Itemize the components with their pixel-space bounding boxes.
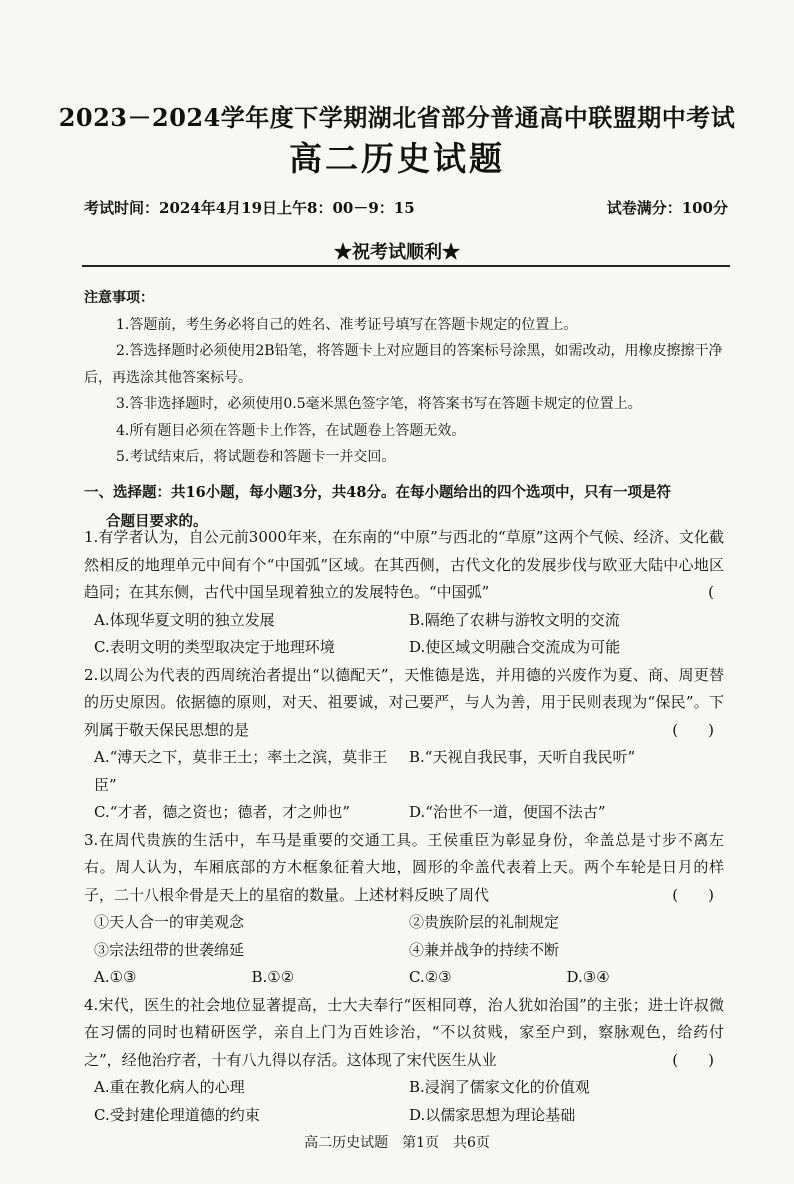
answer-bracket: ( ) (672, 1050, 714, 1069)
notes-heading: 注意事项： (84, 290, 154, 306)
options (84, 744, 724, 827)
question-stem: 2.以周公为代表的西周统治者提出“以德配天”，天惟德是选，并用德的兴废作为夏、商、周更替的历史原因。依据德的原则，对天、祖要诚，对己要严，与人为善，用于民则表现为“保民”。下列属于敬天保民思想的是 (84, 665, 724, 739)
options (84, 607, 724, 662)
option-d: D.“治世不一道，便国不法古” (409, 803, 606, 821)
option-a: A.①③ (94, 968, 137, 986)
exam-title: 2023－2024学年度下学期湖北省部分普通高中联盟期中考试 (58, 103, 736, 132)
statement-items (84, 909, 724, 964)
subject-title: 高二历史试题 (289, 139, 505, 178)
option-b: B.“天视自我民事，天听自我民听” (409, 748, 636, 766)
option-c: C.“才者，德之资也；德者，才之帅也” (94, 803, 351, 821)
question-stem: 4.宋代，医生的社会地位显著提高，士大夫奉行“医相同尊，治人犹如治国”的主张；进士许叔微在习儒的同时也精研医学，亲自上门为百姓诊治，“不以贫贱，家至户到，察脉观色，给药付之”，经他治疗者，十有八九得以存活。这体现了宋代医生从业 (84, 995, 724, 1069)
question-3 (84, 827, 724, 992)
note-item: 3.答非选择题时，必须使用0.5毫米黑色签字笔，将答案书写在答题卡规定的位置上。 (116, 396, 642, 412)
section-line: 合题目要求的。 (106, 513, 208, 530)
statement-item: ①天人合一的审美观念 (94, 913, 245, 931)
question-1 (84, 524, 724, 662)
full-score: 试卷满分：100分 (606, 199, 728, 217)
exam-meta (84, 197, 728, 218)
option-b: B.隔绝了农耕与游牧文明的交流 (409, 610, 620, 629)
page-footer: 高二历史试题 第1页 共6页 (304, 1135, 490, 1151)
question-list (84, 524, 724, 1129)
option-c: C.②③ (409, 968, 452, 986)
answer-bracket: ( (708, 583, 714, 601)
note-item: 5.考试结束后，将试题卷和答题卡一并交回。 (116, 449, 396, 465)
answer-bracket: ( ) (672, 885, 714, 904)
option-a: A.“溥天之下，莫非王土；率土之滨，莫非王臣” (94, 748, 388, 794)
option-c: C.表明文明的类型取决定于地理环境 (94, 638, 335, 656)
option-d: D.③④ (566, 968, 610, 986)
option-b: B.①② (251, 968, 295, 986)
notes-block (84, 285, 724, 471)
question-4 (84, 992, 724, 1130)
header-divider (82, 265, 730, 267)
option-c: C.受封建伦理道德的约束 (94, 1105, 260, 1124)
note-item: 4.所有题目必须在答题卡上作答，在试题卷上答题无效。 (116, 422, 466, 439)
question-stem: 3.在周代贵族的生活中，车马是重要的交通工具。王侯重臣为彰显身份，伞盖总是寸步不离左右。周人认为，车厢底部的方木框象征着大地，圆形的伞盖代表着上天。两个车轮是日月的样子，二十八根伞骨是天上的星宿的数量。上述材料反映了周代 (84, 830, 724, 904)
statement-item: ③宗法纽带的世袭绵延 (94, 940, 245, 959)
exam-time: 考试时间：2024年4月19日上午8：00－9：15 (84, 199, 415, 217)
good-luck-banner: ★祝考试顺利★ (334, 242, 460, 263)
option-d: D.使区域文明融合交流成为可能 (409, 638, 621, 656)
statement-item: ④兼并战争的持续不断 (409, 940, 560, 959)
option-d: D.以儒家思想为理论基础 (409, 1105, 576, 1124)
option-b: B.浸润了儒家文化的价值观 (409, 1078, 590, 1096)
statement-item: ②贵族阶层的礼制规定 (409, 913, 560, 931)
options (84, 1074, 724, 1129)
option-a: A.体现华夏文明的独立发展 (94, 610, 275, 629)
options (84, 964, 724, 992)
note-item: 2.答选择题时必须使用2B铅笔，将答题卡上对应题目的答案标号涂黑，如需改动，用橡皮擦擦干净后，再选涂其他答案标号。 (84, 343, 723, 386)
question-2 (84, 662, 724, 827)
answer-bracket: ( ) (672, 720, 714, 739)
question-stem: 1.有学者认为，自公元前3000年来，在东南的“中原”与西北的“草原”这两个气候、经济、文化截然相反的地理单元中间有个“中国弧”区域。在其西侧，古代文化的发展步伐与欧亚大陆中心地区趋同；在其东侧，古代中国呈现着独立的发展特色。“中国弧” (84, 528, 724, 601)
option-a: A.重在教化病人的心理 (94, 1078, 245, 1096)
note-item: 1.答题前，考生务必将自己的姓名、准考证号填写在答题卡规定的位置上。 (116, 316, 578, 333)
section-line: 一、选择题：共16小题，每小题3分，共48分。在每小题给出的四个选项中，只有一项是符 (84, 484, 671, 501)
